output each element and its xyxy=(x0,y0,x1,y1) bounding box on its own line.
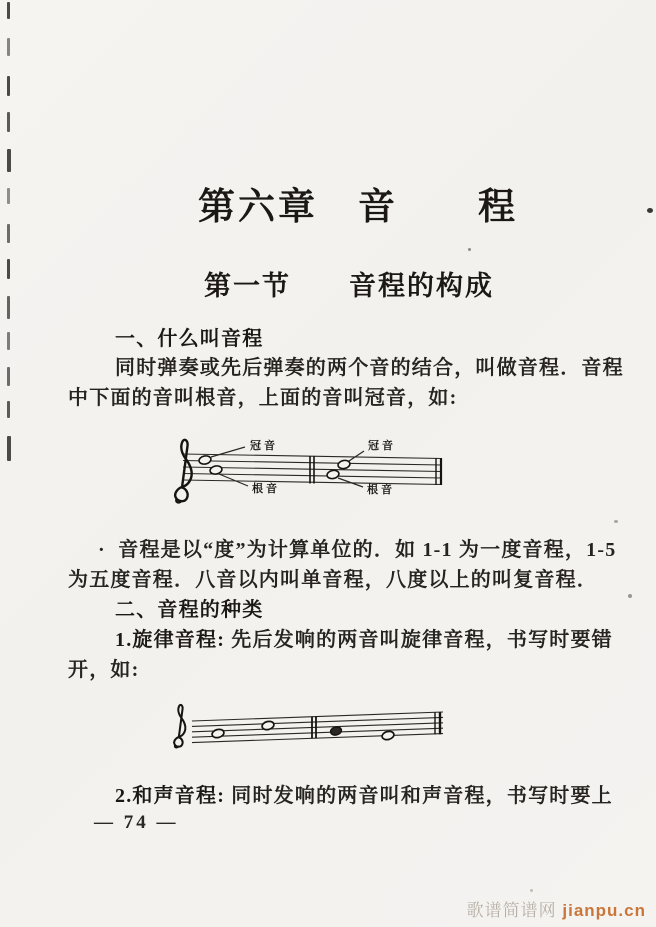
binding-mark xyxy=(7,436,11,461)
watermark-site-url: jianpu.cn xyxy=(562,901,646,920)
scan-speck xyxy=(647,208,653,213)
scan-speck xyxy=(628,594,632,598)
binding-mark xyxy=(7,112,10,132)
binding-mark xyxy=(7,296,10,319)
paragraph4-line1-rest: 同时发响的两音叫和声音程，书写时要上 xyxy=(231,785,613,807)
binding-mark xyxy=(7,2,10,19)
scan-speck xyxy=(468,248,471,251)
binding-mark xyxy=(7,224,10,243)
note-head xyxy=(211,728,225,739)
crown-note-label: 冠音 xyxy=(368,440,396,452)
paragraph2-line2: 为五度音程．八音以内叫单音程，八度以上的叫复音程． xyxy=(68,569,598,591)
note-head xyxy=(381,730,395,741)
note-head xyxy=(198,455,211,465)
binding-mark xyxy=(7,259,10,279)
binding-mark xyxy=(7,401,10,418)
melodic-interval-lead: 1.旋律音程: xyxy=(115,629,232,651)
note-head xyxy=(330,726,343,736)
binding-mark xyxy=(7,76,10,96)
scan-speck xyxy=(614,520,618,523)
section-title: 第一节 音程的构成 xyxy=(204,271,494,301)
binding-mark xyxy=(7,38,10,56)
paragraph1-line2: 中下面的音叫根音，上面的音叫冠音，如: xyxy=(68,387,458,409)
staff-lines xyxy=(192,712,443,743)
note-head xyxy=(326,469,339,479)
paragraph3-line2: 开，如: xyxy=(68,659,140,681)
crown-note-label: 冠音 xyxy=(250,440,278,452)
binding-mark xyxy=(7,149,11,172)
page-number: — 74 — xyxy=(94,812,179,833)
pointer-line xyxy=(219,474,248,486)
watermark xyxy=(467,896,646,921)
treble-clef-icon xyxy=(175,440,192,503)
staff-figure-harmonic-example xyxy=(168,434,448,508)
heading-interval-kinds: 二、音程的种类 xyxy=(115,599,264,621)
staff-figure-1-svg xyxy=(168,434,448,508)
binding-mark xyxy=(7,332,10,350)
staff-figure-2-svg xyxy=(166,695,448,765)
paragraph3-line1-rest: 先后发响的两音叫旋律音程，书写时要错 xyxy=(231,629,613,651)
paragraph3-line1 xyxy=(68,628,626,652)
staff-figure-melodic-example xyxy=(166,695,448,765)
binding-mark xyxy=(7,367,10,386)
paragraph1-line1: 同时弹奏或先后弹奏的两个音的结合，叫做音程．音程 xyxy=(115,357,624,379)
chapter-title: 第六章 音 程 xyxy=(198,187,518,228)
root-note-label: 根音 xyxy=(252,483,280,495)
binding-mark xyxy=(7,188,10,204)
treble-clef-icon xyxy=(174,705,185,748)
paragraph4-line1 xyxy=(68,784,626,808)
pointer-line xyxy=(349,451,364,461)
watermark-site-name: 歌谱简谱网 xyxy=(466,901,563,920)
root-note-label: 根音 xyxy=(367,484,395,496)
heading-what-is-interval: 一、什么叫音程 xyxy=(115,328,264,350)
note-head xyxy=(337,459,350,469)
paragraph2-line1: · 音程是以“度”为计算单位的．如 1-1 为一度音程，1-5 xyxy=(98,539,617,561)
harmonic-interval-lead: 2.和声音程: xyxy=(115,785,232,807)
scan-speck xyxy=(530,889,533,892)
